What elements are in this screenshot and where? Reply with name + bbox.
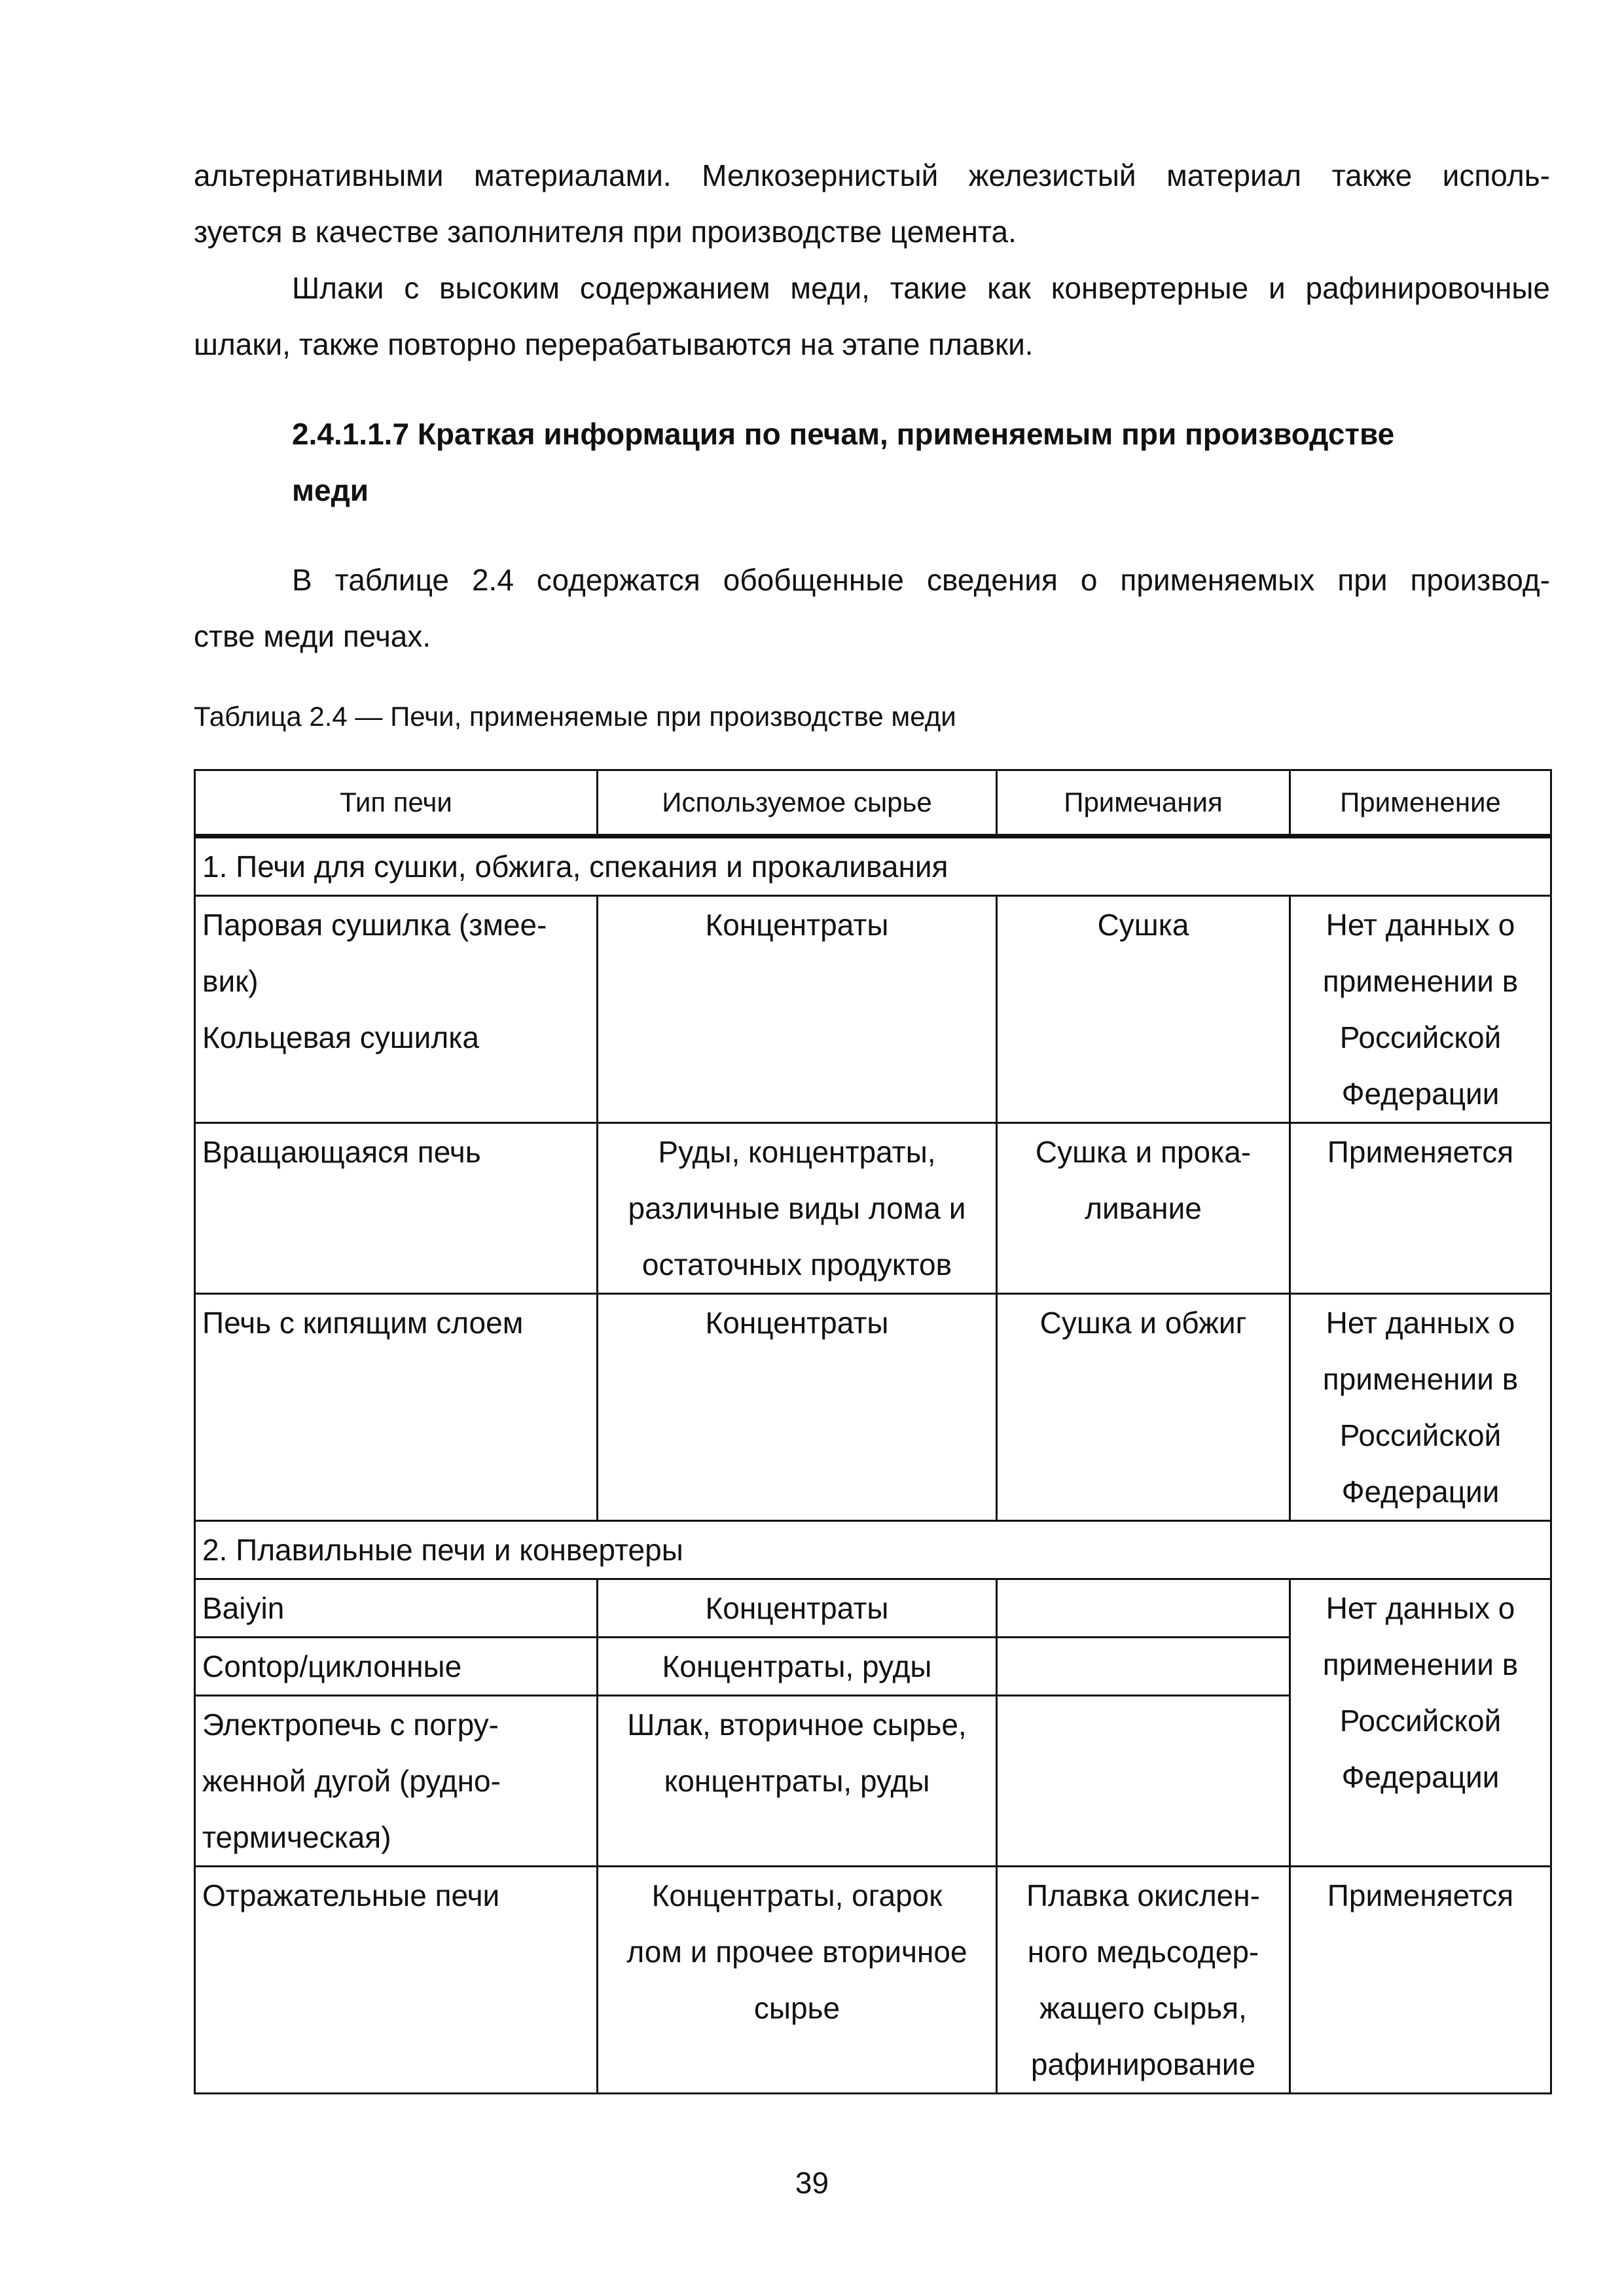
section-title: 2. Плавильные печи и конвертеры	[195, 1521, 1551, 1579]
cell-line: Федерации	[1341, 1077, 1500, 1111]
paragraph-continuation	[194, 147, 1550, 260]
cell-raw-material	[598, 1579, 997, 1638]
cell-line: лом и прочее вторичное	[626, 1935, 967, 1969]
cell-line: ливание	[1085, 1191, 1202, 1225]
table-section-row	[195, 836, 1551, 896]
paragraph-table-intro	[194, 552, 1550, 664]
cell-line: Российской	[1339, 1418, 1502, 1452]
page-number: 39	[795, 2166, 829, 2200]
text-line: шлаки, также повторно перерабатываются на этапе плавки.	[194, 327, 1034, 361]
cell-line: Плавка окислен-	[1026, 1878, 1260, 1912]
cell-line: Российской	[1339, 1020, 1502, 1054]
header-cell: Тип печи	[195, 770, 598, 836]
cell-line: Сушка	[1097, 908, 1189, 942]
cell-line: Печь с кипящим слоем	[202, 1306, 524, 1340]
heading-line: меди	[292, 473, 369, 507]
cell-line: Вращающаяся печь	[202, 1135, 481, 1169]
cell-furnace-type	[195, 1638, 598, 1696]
cell-furnace-type	[195, 1294, 598, 1521]
cell-furnace-type	[195, 1696, 598, 1867]
cell-usage	[1290, 1867, 1551, 2094]
cell-line: Концентраты, огарок	[651, 1878, 943, 1912]
cell-line: остаточных продуктов	[641, 1247, 952, 1282]
paragraph-slags	[194, 260, 1550, 372]
cell-line: Contop/циклонные	[202, 1649, 462, 1683]
cell-line: Электропечь с погру-	[202, 1708, 499, 1742]
text-line: Шлаки с высоким содержанием меди, такие как конвертерные и рафинировочные	[292, 271, 1550, 305]
heading-line: 2.4.1.1.7 Краткая информация по печам, применяемым при производстве	[292, 417, 1395, 451]
cell-line: применении в	[1322, 964, 1519, 998]
cell-line: Сушка и обжиг	[1039, 1306, 1247, 1340]
cell-line: Применяется	[1327, 1135, 1514, 1169]
cell-line: Сушка и прока-	[1035, 1135, 1252, 1169]
cell-line: Нет данных о	[1326, 908, 1515, 942]
cell-notes	[997, 896, 1290, 1123]
cell-line: различные виды лома и	[628, 1191, 966, 1225]
cell-usage	[1290, 1294, 1551, 1521]
cell-line: Концентраты, руды	[662, 1649, 932, 1683]
header-cell: Примечания	[997, 770, 1290, 836]
cell-furnace-type	[195, 896, 598, 1123]
cell-line: жащего сырья,	[1039, 1991, 1247, 2025]
table-row	[195, 1867, 1551, 2094]
cell-raw-material	[598, 1696, 997, 1867]
cell-furnace-type	[195, 1867, 598, 2094]
text-line: В таблице 2.4 содержатся обобщенные сведения о применяемых при производ-	[292, 563, 1550, 597]
cell-line: ного медьсодер-	[1027, 1935, 1259, 1969]
cell-line: Федерации	[1341, 1475, 1500, 1509]
cell-line: вик)	[202, 964, 259, 998]
table-header-row	[195, 770, 1551, 836]
cell-line: термическая)	[202, 1820, 391, 1854]
cell-line: Концентраты	[705, 908, 889, 942]
header-cell: Применение	[1290, 770, 1551, 836]
cell-furnace-type	[195, 1579, 598, 1638]
cell-notes	[997, 1696, 1290, 1867]
cell-line: Руды, концентраты,	[658, 1135, 936, 1169]
text-line: альтернативными материалами. Мелкозернистый железистый материал также исполь-	[194, 158, 1550, 192]
cell-line: сырье	[753, 1991, 840, 2025]
furnaces-table	[194, 769, 1552, 2094]
text-line: стве меди печах.	[194, 619, 431, 653]
cell-raw-material	[598, 896, 997, 1123]
cell-raw-material	[598, 1123, 997, 1294]
table-row	[195, 896, 1551, 1123]
cell-raw-material	[598, 1294, 997, 1521]
cell-line: Применяется	[1327, 1878, 1514, 1912]
table-row	[195, 1579, 1551, 1638]
cell-usage	[1290, 1579, 1551, 1867]
cell-usage	[1290, 896, 1551, 1123]
cell-usage	[1290, 1123, 1551, 1294]
cell-line: концентраты, руды	[664, 1764, 930, 1798]
cell-line: Концентраты	[705, 1591, 889, 1625]
cell-raw-material	[598, 1867, 997, 2094]
cell-raw-material	[598, 1638, 997, 1696]
section-heading	[292, 406, 1555, 518]
cell-notes	[997, 1123, 1290, 1294]
cell-line: Нет данных о	[1326, 1306, 1515, 1340]
cell-furnace-type	[195, 1123, 598, 1294]
table-section-row	[195, 1521, 1551, 1579]
cell-line: применении в	[1322, 1362, 1519, 1396]
cell-line: Нет данных о	[1326, 1591, 1515, 1625]
cell-line: Отражательные печи	[202, 1878, 500, 1912]
table-caption: Таблица 2.4 — Печи, применяемые при производстве меди	[194, 701, 956, 732]
text-line: зуется в качестве заполнителя при производстве цемента.	[194, 215, 1017, 249]
cell-line: рафинирование	[1030, 2047, 1256, 2081]
cell-line: Baiyin	[202, 1591, 285, 1625]
cell-line: Паровая сушилка (змее-	[202, 908, 547, 942]
cell-line: Российской	[1339, 1704, 1502, 1738]
cell-notes	[997, 1638, 1290, 1696]
cell-notes	[997, 1579, 1290, 1638]
cell-line: Шлак, вторичное сырье,	[627, 1708, 967, 1742]
table-row	[195, 1123, 1551, 1294]
cell-notes	[997, 1294, 1290, 1521]
cell-line: применении в	[1322, 1647, 1519, 1681]
cell-line: Концентраты	[705, 1306, 889, 1340]
table-row	[195, 1294, 1551, 1521]
cell-line: Кольцевая сушилка	[202, 1020, 479, 1054]
header-cell: Используемое сырье	[598, 770, 997, 836]
cell-line: женной дугой (рудно-	[202, 1764, 501, 1798]
section-title: 1. Печи для сушки, обжига, спекания и прокаливания	[195, 836, 1551, 896]
cell-line: Федерации	[1341, 1760, 1500, 1794]
cell-notes	[997, 1867, 1290, 2094]
